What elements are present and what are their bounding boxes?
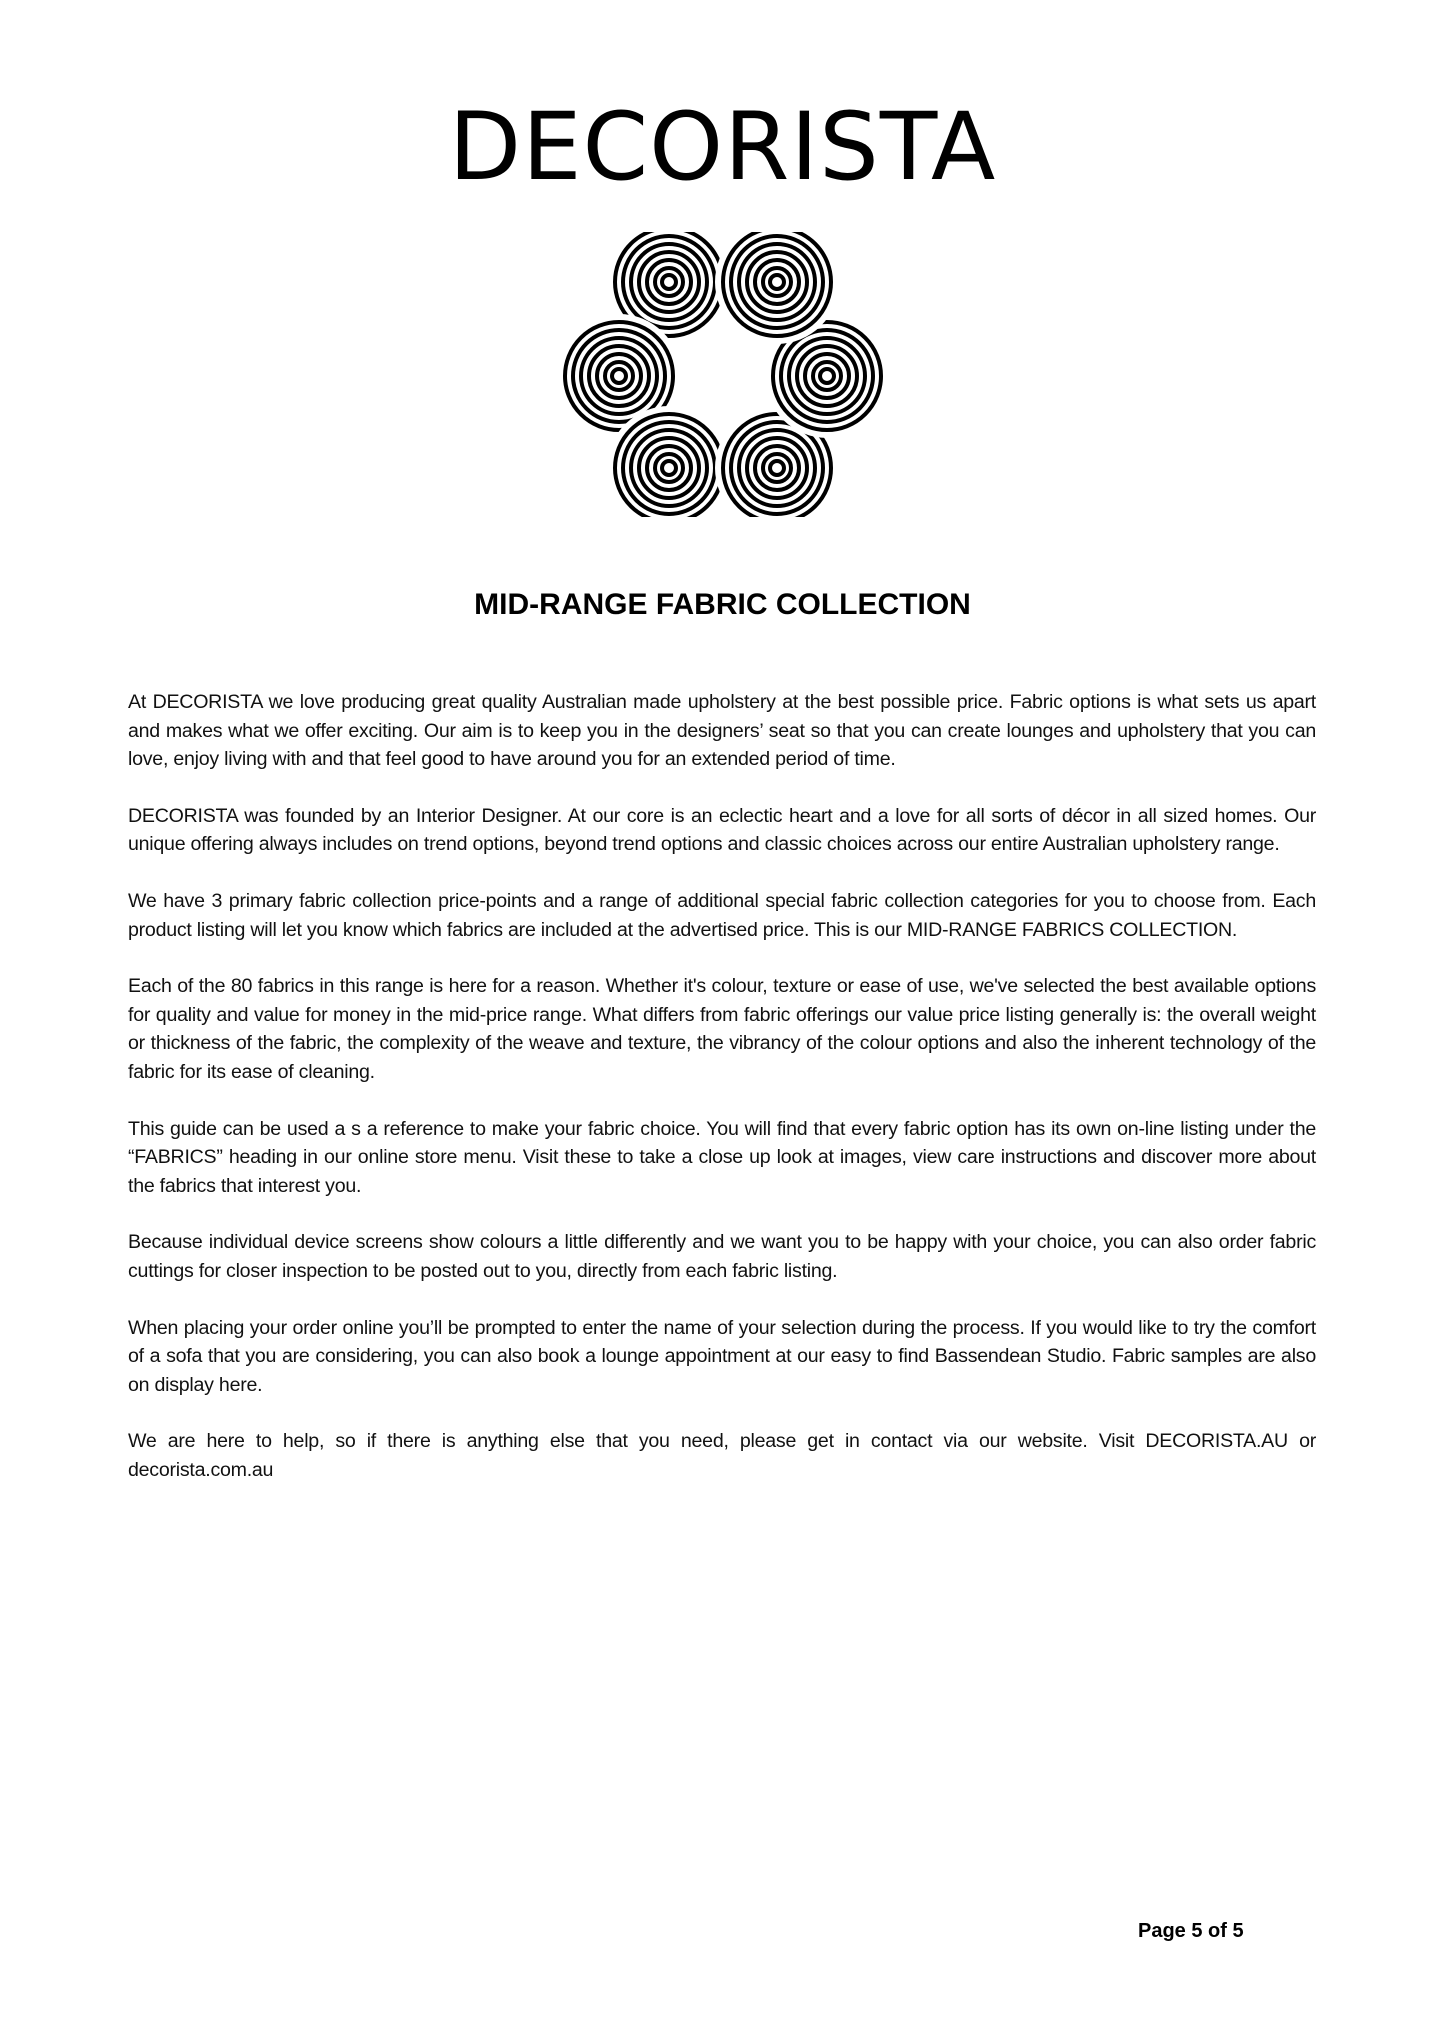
body-text [128,688,1316,1512]
intro-paragraph: At DECORISTA we love producing great quality Australian made upholstery at the best possible price. Fabric options is what sets us apart and makes what we offer exciting. Our aim is to keep you in the designers’ seat so that you can create lounges and upholstery that you can love, enjoy living with and that feel good to have around you for an extended period of time. [128,691,1316,771]
collection-title: MID-RANGE FABRIC COLLECTION [474,588,971,621]
interlaced-circles-logo-icon [558,232,888,517]
ordering-paragraph: When placing your order online you’ll be prompted to enter the name of your selection during the process. If you would like to try the comfort of a sofa that you are considering, you can also book a lounge appointment at our easy to find Bassendean Studio. Fabric samples are also on display here. [128,1316,1316,1396]
founder-paragraph: DECORISTA was founded by an Interior Designer. At our core is an eclectic heart and a love for all sorts of décor in all sized homes. Our unique offering always includes on trend options, beyond trend options and classic choices across our entire Australian upholstery range. [128,804,1316,856]
guide-usage-paragraph: This guide can be used a s a reference to make your fabric choice. You will find that every fabric option has its own on-line listing under the “FABRICS” heading in our online store menu. Visit these to take a close up look at images, view care instructions and discover more about the fabrics that interest you. [128,1117,1316,1197]
price-points-paragraph: We have 3 primary fabric collection price-points and a range of additional special fabric collection categories for you to choose from. Each product listing will let you know which fabrics are included at the advertised price. This is our MID-RANGE FABRICS COLLECTION. [128,889,1316,941]
fabric-range-paragraph: Each of the 80 fabrics in this range is here for a reason. Whether it's colour, texture or ease of use, we've selected the best available options for quality and value for money in the mid-price range. What differs from fabric offerings our value price listing generally is: the overall weight or thickness of the fabric, the complexity of the weave and texture, the vibrancy of the colour options and also the inherent technology of the fabric for its ease of cleaning. [128,975,1316,1083]
fabric-cuttings-paragraph: Because individual device screens show colours a little differently and we want you to be happy with your choice, you can also order fabric cuttings for closer inspection to be posted out to you, directly from each fabric listing. [128,1231,1316,1282]
page-number: Page 5 of 5 [1138,1920,1244,1942]
brand-wordmark: DECORISTA [448,93,997,202]
contact-paragraph: We are here to help, so if there is anything else that you need, please get in contact via our website. Visit DECORISTA.AU or decorista.com.au [128,1430,1316,1481]
